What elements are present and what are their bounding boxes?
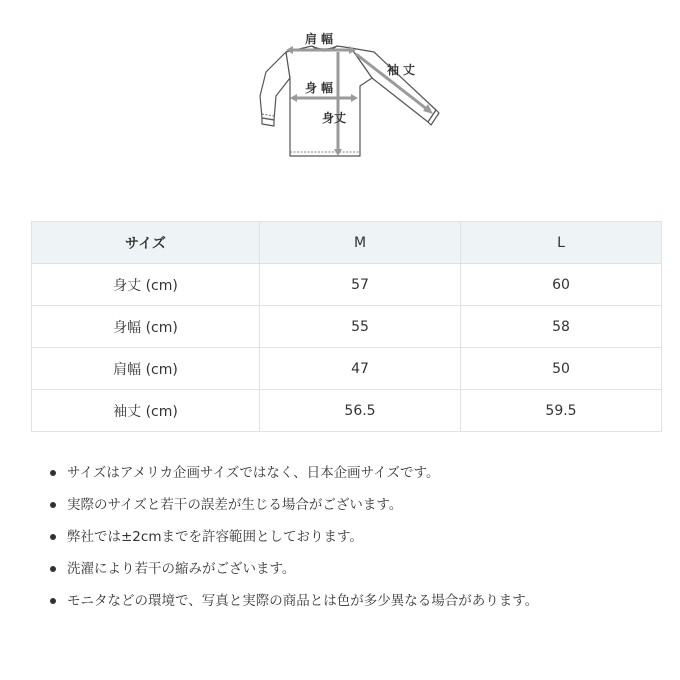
cell-value: 50 xyxy=(461,348,662,390)
diagram-label-sleeve-length: 袖丈 xyxy=(387,63,420,77)
cell-value: 47 xyxy=(260,348,461,390)
bullet-icon xyxy=(50,470,56,476)
bullet-icon xyxy=(50,566,56,572)
note-text: サイズはアメリカ企画サイズではなく、日本企画サイズです。 xyxy=(67,465,440,481)
table-row xyxy=(32,348,662,390)
note-text: 洗濯により若干の縮みがございます。 xyxy=(67,561,296,577)
row-label: 身幅 (cm) xyxy=(32,306,260,348)
notes-list xyxy=(48,457,668,617)
table-header-row xyxy=(32,222,662,264)
cell-value: 60 xyxy=(461,264,662,306)
header-size-l: L xyxy=(461,222,662,264)
cell-value: 58 xyxy=(461,306,662,348)
cell-value: 55 xyxy=(260,306,461,348)
list-item xyxy=(48,553,668,585)
cell-value: 57 xyxy=(260,264,461,306)
table-row xyxy=(32,390,662,432)
cell-value: 59.5 xyxy=(461,390,662,432)
header-size-m: M xyxy=(260,222,461,264)
row-label: 肩幅 (cm) xyxy=(32,348,260,390)
note-text: 実際のサイズと若干の誤差が生じる場合がございます。 xyxy=(67,497,403,513)
table-row xyxy=(32,264,662,306)
garment-diagram xyxy=(250,22,440,164)
row-label: 袖丈 (cm) xyxy=(32,390,260,432)
cell-value: 56.5 xyxy=(260,390,461,432)
note-text: モニタなどの環境で、写真と実際の商品とは色が多少異なる場合があります。 xyxy=(67,593,539,609)
list-item xyxy=(48,585,668,617)
bullet-icon xyxy=(50,598,56,604)
list-item xyxy=(48,457,668,489)
row-label: 身丈 (cm) xyxy=(32,264,260,306)
bullet-icon xyxy=(50,534,56,540)
note-text: 弊社では±2cmまでを許容範囲としております。 xyxy=(67,529,363,545)
list-item xyxy=(48,489,668,521)
diagram-label-body-length: 身丈 xyxy=(322,111,347,125)
long-sleeve-shirt-icon xyxy=(250,22,440,164)
size-table xyxy=(31,221,662,432)
table-row xyxy=(32,306,662,348)
diagram-label-body-width: 身幅 xyxy=(305,81,338,95)
bullet-icon xyxy=(50,502,56,508)
diagram-label-shoulder-width: 肩幅 xyxy=(305,32,338,46)
header-size-label: サイズ xyxy=(32,222,260,264)
list-item xyxy=(48,521,668,553)
